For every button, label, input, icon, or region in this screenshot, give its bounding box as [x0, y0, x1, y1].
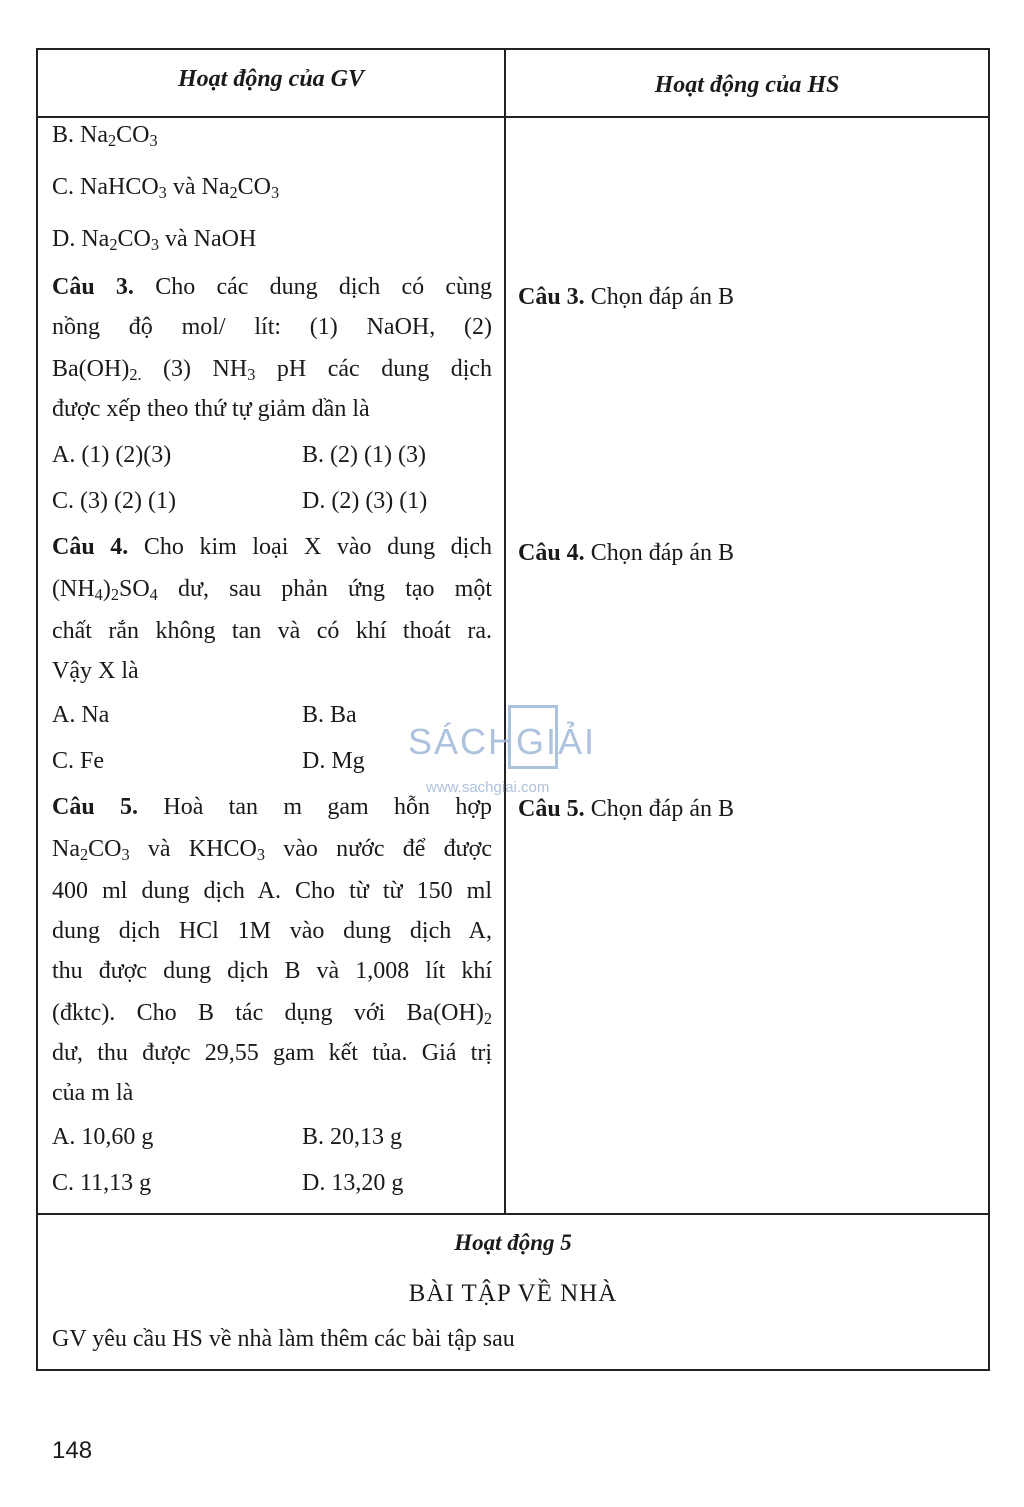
q5-line-1: Câu 5. Hoà tan m gam hỗn hợp [52, 794, 493, 820]
q3-line-1: Câu 3. Cho các dung dịch có cùng [52, 274, 493, 300]
q2-option-b: B. $Na_2CO_3$ [52, 122, 158, 151]
q5-option-d: D. 13,20 g [302, 1170, 404, 1196]
q3-option-b: B. (2) (1) (3) [302, 442, 426, 468]
q5-line-6: (đktc). Cho B tác dụng với $Ba(OH)_2$ [52, 1000, 492, 1029]
section-divider [38, 1213, 988, 1215]
q5-line-5: thu được dung dịch B và 1,008 lít khí [52, 958, 492, 984]
q5-option-b: B. 20,13 g [302, 1124, 403, 1150]
q4-option-a: A. Na [52, 702, 110, 728]
q2-option-c: C. NaHCO$_3$ và $Na_2CO_3$ [52, 174, 280, 203]
activity5-heading: BÀI TẬP VỀ NHÀ [408, 1280, 618, 1307]
q4-option-b: B. Ba [302, 702, 357, 728]
hs-column [518, 50, 978, 1210]
q5-line-4: dung dịch HCl 1M vào dung dịch A, [52, 918, 492, 944]
gv-column [52, 50, 492, 1210]
hs-answer-3: Câu 3. Chọn đáp án B [518, 284, 735, 310]
q4-line-1: Câu 4. Cho kim loại X vào dung dịch [52, 534, 492, 560]
q5-option-a: A. 10,60 g [52, 1124, 154, 1150]
watermark-url: www.sachgiai.com [426, 779, 550, 796]
q4-option-c: C. Fe [52, 748, 105, 774]
q4-line-3: chất rắn không tan và có khí thoát ra. [52, 618, 492, 644]
page-number: 148 [52, 1437, 93, 1464]
q3-option-a: A. (1) (2)(3) [52, 442, 172, 468]
activity5-title: Hoạt động 5 [454, 1230, 572, 1255]
hs-answer-4: Câu 4. Chọn đáp án B [518, 540, 735, 566]
header-gv: Hoạt động của GV [177, 66, 365, 92]
q4-option-d: D. Mg [302, 748, 365, 774]
q3-option-d: D. (2) (3) (1) [302, 488, 428, 514]
activity5-text: GV yêu cầu HS về nhà làm thêm các bài tập sau [52, 1326, 515, 1352]
q4-line-4: Vậy X là [52, 658, 139, 684]
watermark-logo: SÁCHGIẢI www.sachgiai.com [408, 703, 618, 798]
q3-line-3: $Ba(OH)_{2.}$ (3) $NH_3$ pH các dung dịch [52, 356, 493, 385]
q3-line-4: được xếp theo thứ tự giảm dần là [52, 396, 370, 422]
q5-option-c: C. 11,13 g [52, 1170, 152, 1196]
q3-line-2: nồng độ mol/ lít: (1) NaOH, (2) [52, 314, 492, 340]
q5-line-8: của m là [52, 1080, 134, 1106]
q5-line-7: dư, thu được 29,55 gam kết tủa. Giá trị [52, 1040, 492, 1066]
q4-line-2: $(NH_4)_2SO_4$ dư, sau phản ứng tạo một [52, 576, 493, 605]
q3-option-c: C. (3) (2) (1) [52, 488, 176, 514]
column-divider [504, 50, 506, 1215]
q5-line-3: 400 ml dung dịch A. Cho từ từ 150 ml [52, 878, 492, 904]
header-hs: Hoạt động của HS [654, 72, 840, 98]
q5-line-2: $Na_2CO_3$ và $KHCO_3$ vào nước để được [52, 836, 492, 865]
q2-option-d: D. $Na_2CO_3$ và NaOH [52, 226, 257, 255]
hs-answer-5: Câu 5. Chọn đáp án B [518, 796, 735, 822]
